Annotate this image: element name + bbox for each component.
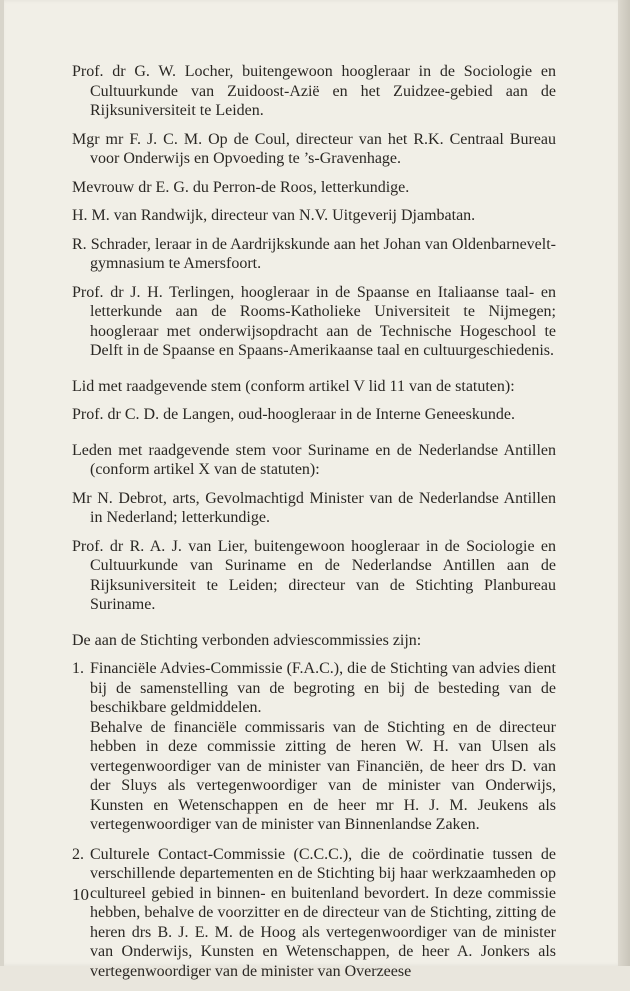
commission-number: 2. [72, 845, 84, 863]
member-entry: Prof. dr G. W. Locher, buitengewoon hoogleraar in de Sociologie en Cultuurkunde van Zuidoost-Azië en het Zuidzee-gebied aan de Rijksuniversiteit te Leiden. [72, 63, 556, 119]
suriname-heading: Leden met raadgevende stem voor Suriname en de Nederlandse Antillen (conform artikel X van de statuten): [72, 441, 556, 478]
advisory-heading: Lid met raadgevende stem (conform artikel V lid 11 van de statuten): [72, 377, 515, 395]
member-entry: Prof. dr J. H. Terlingen, hoogleraar in de Spaanse en Italiaanse taal- en letterkunde aan de Rooms-Katholieke Universiteit te Nijmegen; hoogleraar met onderwijsopdracht aan de Technische Hogeschool te Delft in de Spaanse en Spaans-Amerikaanse taal en cultuurgeschiedenis. [72, 283, 556, 359]
commission-body [90, 845, 556, 982]
page-content [72, 62, 556, 991]
advisory-member: Prof. dr C. D. de Langen, oud-hoogleraar in de Interne Geneeskunde. [72, 406, 515, 423]
book-gutter [618, 0, 630, 966]
commission-number: 1. [72, 660, 84, 677]
commission-text: Culturele Contact-Commissie (C.C.C.), die de coördinatie tussen de verschillende departementen en de Stichting bij haar werkzaamheden op cultureel gebied in binnen- en buitenland bevordert. In deze commissie hebben, behalve de voorzitter en de directeur van de Stichting, zitting de heren drs B. J. E. M. de Hoog als vertegenwoordiger van de minister van Onderwijs, Kunsten en Wetenschappen, de heer A. Jonkers als vertegenwoordiger van de minister van Overzeese [90, 845, 556, 980]
member-entry: R. Schrader, leraar in de Aardrijkskunde aan het Johan van Oldenbarnevelt-gymnasium te Amersfoort. [72, 235, 556, 272]
member-entry: H. M. van Randwijk, directeur van N.V. Uitgeverij Djambatan. [72, 207, 476, 224]
member-entry: Mgr mr F. J. C. M. Op de Coul, directeur van het R.K. Centraal Bureau voor Onderwijs en Opvoeding te ’s-Gravenhage. [72, 130, 556, 167]
suriname-member: Mr N. Debrot, arts, Gevolmachtigd Minister van de Nederlandse Antillen in Nederland; letterkundige. [72, 489, 556, 526]
page-number: 10 [72, 885, 89, 904]
member-entry: Mevrouw dr E. G. du Perron-de Roos, letterkundige. [72, 178, 410, 196]
commission-item [72, 659, 556, 835]
commission-text: Financiële Advies-Commissie (F.A.C.), die de Stichting van advies dient bij de samenstelling van de begroting en bij de besteding van de beschikbare geldmiddelen. [90, 660, 556, 716]
commissions-heading: De aan de Stichting verbonden adviescommissies zijn: [72, 631, 422, 649]
commission-item [72, 845, 556, 982]
commission-text-continued: Behalve de financiële commissaris van de Stichting en de directeur hebben in deze commissie zitting de heren W. H. van Ulsen als vertegenwoordiger van de minister van Financiën, de heer drs D. van der Sluys als vertegenwoordiger van de minister van Onderwijs, Kunsten en Wetenschappen en de heer mr H. J. M. Jeukens als vertegenwoordiger van de minister van Binnenlandse Zaken. [90, 718, 556, 833]
commission-body [90, 659, 556, 835]
suriname-member: Prof. dr R. A. J. van Lier, buitengewoon hoogleraar in de Sociologie en Cultuurkunde van Suriname en de Nederlandse Antillen aan de Rijksuniversiteit te Leiden; directeur van de Stichting Planbureau Suriname. [72, 537, 556, 613]
